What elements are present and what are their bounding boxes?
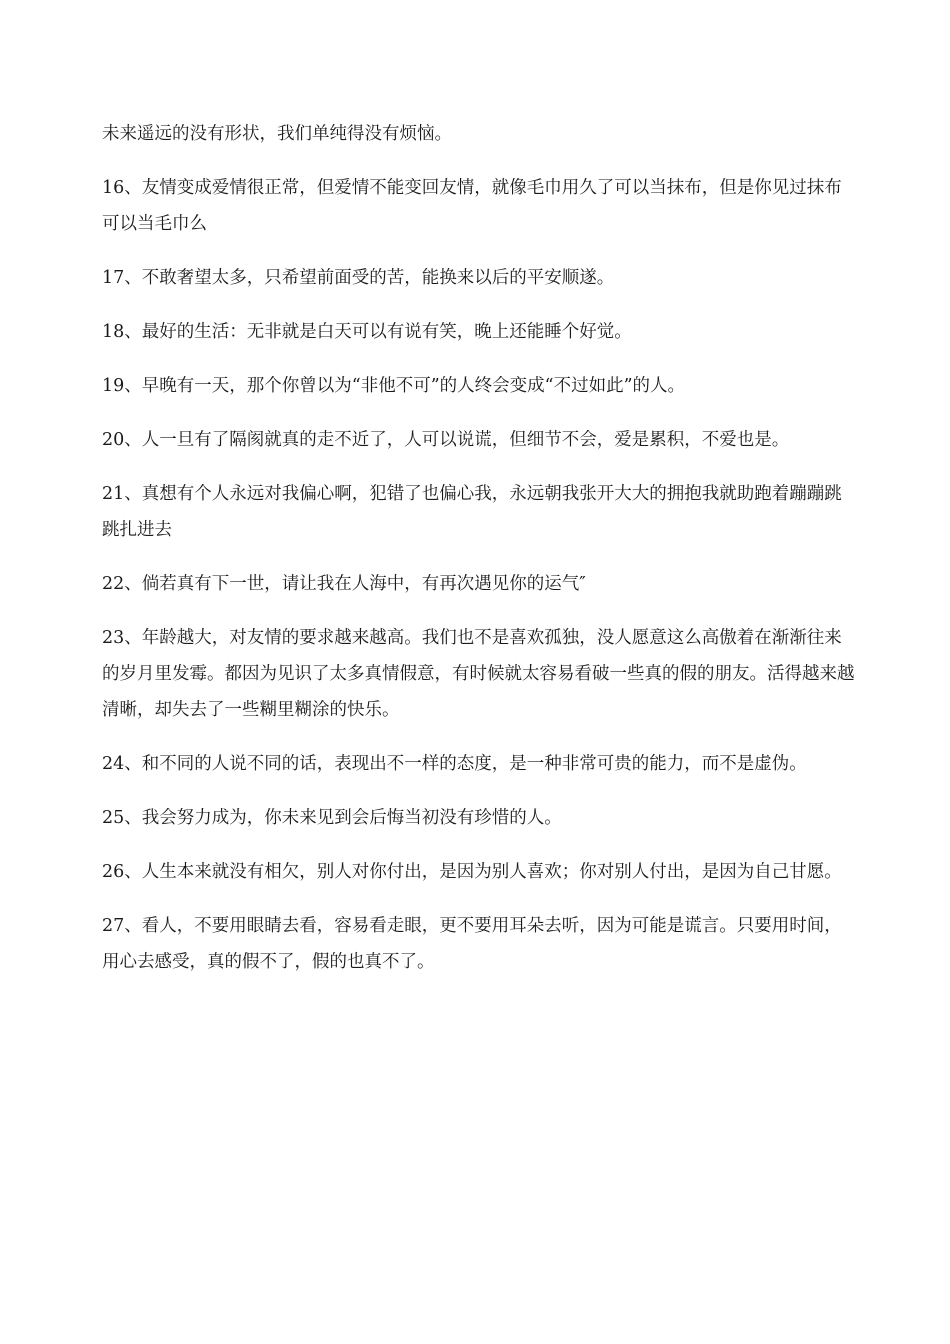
paragraph: 26、人生本来就没有相欠，别人对你付出，是因为别人喜欢；你对别人付出，是因为自己甘愿。 xyxy=(102,862,842,882)
paragraph: 20、人一旦有了隔阂就真的走不近了，人可以说谎，但细节不会，爱是累积，不爱也是。 xyxy=(102,430,790,450)
paragraph: 27、看人，不要用眼睛去看，容易看走眼，更不要用耳朵去听，因为可能是谎言。只要用时间，用心去感受，真的假不了，假的也真不了。 xyxy=(102,916,842,972)
paragraph: 18、最好的生活：无非就是白天可以有说有笑，晚上还能睡个好觉。 xyxy=(102,322,632,342)
paragraph: 24、和不同的人说不同的话，表现出不一样的态度，是一种非常可贵的能力，而不是虚伪。 xyxy=(102,754,807,774)
document-body xyxy=(102,116,858,998)
paragraph: 16、友情变成爱情很正常，但爱情不能变回友情，就像毛巾用久了可以当抹布，但是你见过抹布可以当毛巾么 xyxy=(102,178,842,234)
paragraph: 未来遥远的没有形状，我们单纯得没有烦恼。 xyxy=(102,124,452,144)
paragraph: 23、年龄越大，对友情的要求越来越高。我们也不是喜欢孤独，没人愿意这么高傲着在渐渐往来的岁月里发霉。都因为见识了太多真情假意，有时候就太容易看破一些真的假的朋友。活得越来越清晰，却失去了一些糊里糊涂的快乐。 xyxy=(102,628,855,720)
paragraph: 22、倘若真有下一世，请让我在人海中，有再次遇见你的运气″ xyxy=(102,574,586,594)
paragraph: 25、我会努力成为，你未来见到会后悔当初没有珍惜的人。 xyxy=(102,808,562,828)
paragraph: 19、早晚有一天，那个你曾以为“非他不可”的人终会变成“不过如此”的人。 xyxy=(102,376,686,396)
paragraph: 21、真想有个人永远对我偏心啊，犯错了也偏心我，永远朝我张开大大的拥抱我就助跑着蹦蹦跳跳扎进去 xyxy=(102,484,842,540)
paragraph: 17、不敢奢望太多，只希望前面受的苦，能换来以后的平安顺遂。 xyxy=(102,268,615,288)
